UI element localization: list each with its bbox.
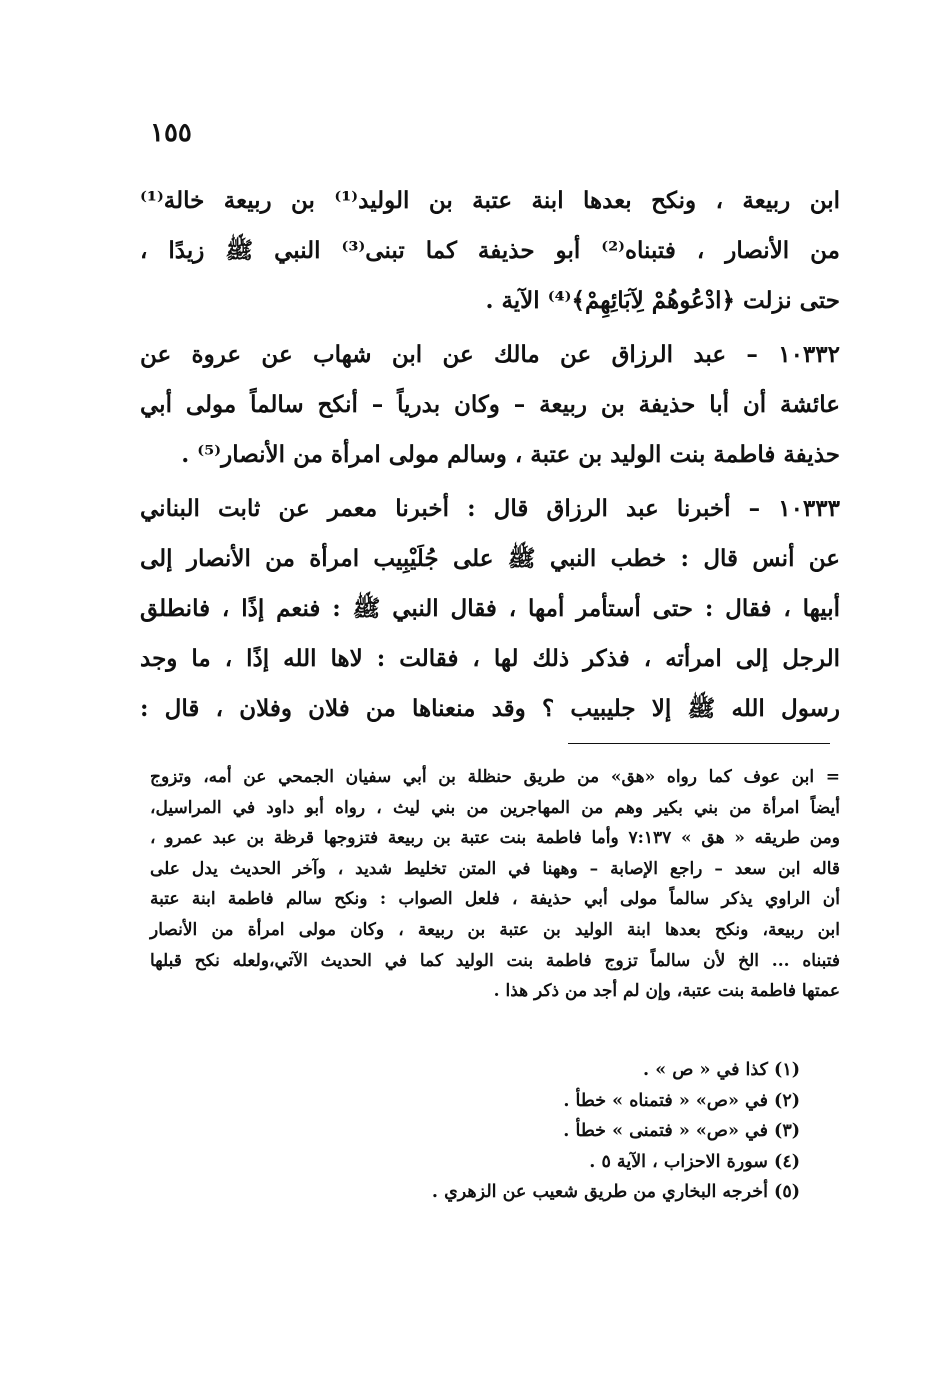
footnote-line: ابن ربيعة، ونكح بعدها ابنة الوليد بن عتبة بن ربيعة ، وكان مولى امرأة من الأنصار	[150, 919, 840, 940]
footnotes-list	[150, 1055, 800, 1208]
text-line: رسول الله ﷺ إلا جليبيب ؟ وقد منعناها من فلان وفلان ، قال :	[140, 695, 840, 722]
text-line: عائشة أن أبا حذيفة بن ربيعة – وكان بدرياً – أنكح سالماً مولى أبي	[140, 391, 840, 418]
footnote-line: أيضاً امرأة من بني بكير وهم من المهاجرين من بني ليث ، رواه أبو داود في المراسيل،	[150, 797, 840, 818]
main-text	[140, 176, 840, 738]
footnote-line: = ابن عوف كما رواه «هق» من طريق حنظلة بن أبي سفيان الجمحي عن أمه، وتزوج	[150, 767, 840, 787]
text-line: ابن ربيعة ، ونكح بعدها ابنة عتبة بن الوليد⁽¹⁾ بن ربيعة خالة⁽¹⁾	[140, 187, 840, 214]
footnote-item: (٣) في «ص» « فتمنى » خطأ .	[563, 1121, 800, 1141]
footnote-line: قاله ابن سعد – راجع الإصابة – وههنا في المتن تخليط شديد ، وآخر الحديث يدل على	[150, 858, 840, 879]
footnote-item: (٤) سورة الاحزاب ، الآية ٥ .	[589, 1151, 800, 1172]
text-line: أبيها ، فقال : حتى أستأمر أمها ، فقال النبي ﷺ : فنعم إذًا ، فانطلق	[140, 595, 840, 622]
footnote-line: عمتها فاطمة بنت عتبة، وإن لم أجد من ذكر هذا .	[493, 981, 840, 1002]
footnote-item: (٢) في «ص» « فتمناه » خطأ .	[563, 1090, 800, 1111]
footnote-item: (١) كذا في « ص » .	[643, 1060, 800, 1080]
footnote-separator	[568, 743, 830, 744]
footnote-continuation	[150, 762, 840, 1007]
footnote-line: فتبناه ... الخ لأن سالماً تزوج فاطمة بنت الوليد كما في الحديث الآتي،ولعله نكح قبلها	[150, 950, 840, 971]
text-line: الرجل إلى امرأته ، فذكر ذلك لها ، فقالت : لاها الله إذًا ، ما وجد	[140, 645, 840, 672]
footnote-line: أن الراوي يذكر سالماً مولى أبي حذيفة ، فلعل الصواب : ونكح سالم فاطمة ابنة عتبة	[150, 889, 840, 910]
text-line: حتى نزلت ﴿ادْعُوهُمْ لِآبَائِهِمْ﴾⁽⁴⁾ الآية .	[485, 287, 840, 314]
footnote-line: ومن طريقه « هق » ٧:١٣٧ وأما فاطمة بنت عتبة بن ربيعة فتزوجها قرظة بن عبد عمرو ،	[150, 828, 840, 849]
text-line: ١٠٣٣٢ – عبد الرزاق عن مالك عن ابن شهاب عن عروة عن	[140, 341, 840, 368]
paragraph	[140, 484, 840, 734]
footnote-item: (٥) أخرجه البخاري من طريق شعيب عن الزهري .	[431, 1182, 800, 1202]
page-number: ١٥٥	[150, 118, 192, 148]
paragraph	[140, 330, 840, 480]
paragraph	[140, 176, 840, 326]
text-line: من الأنصار ، فتبناه⁽²⁾ أبو حذيفة كما تبنى⁽³⁾ النبي ﷺ زيدًا ،	[140, 237, 840, 264]
text-line: عن أنس قال : خطب النبي ﷺ على جُلَيْبِيب امرأة من الأنصار إلى	[140, 545, 840, 572]
text-line: حذيفة فاطمة بنت الوليد بن عتبة ، وسالم مولى امرأة من الأنصار⁽⁵⁾ .	[181, 441, 840, 468]
text-line: ١٠٣٣٣ – أخبرنا عبد الرزاق قال : أخبرنا معمر عن ثابت البناني	[140, 495, 840, 522]
